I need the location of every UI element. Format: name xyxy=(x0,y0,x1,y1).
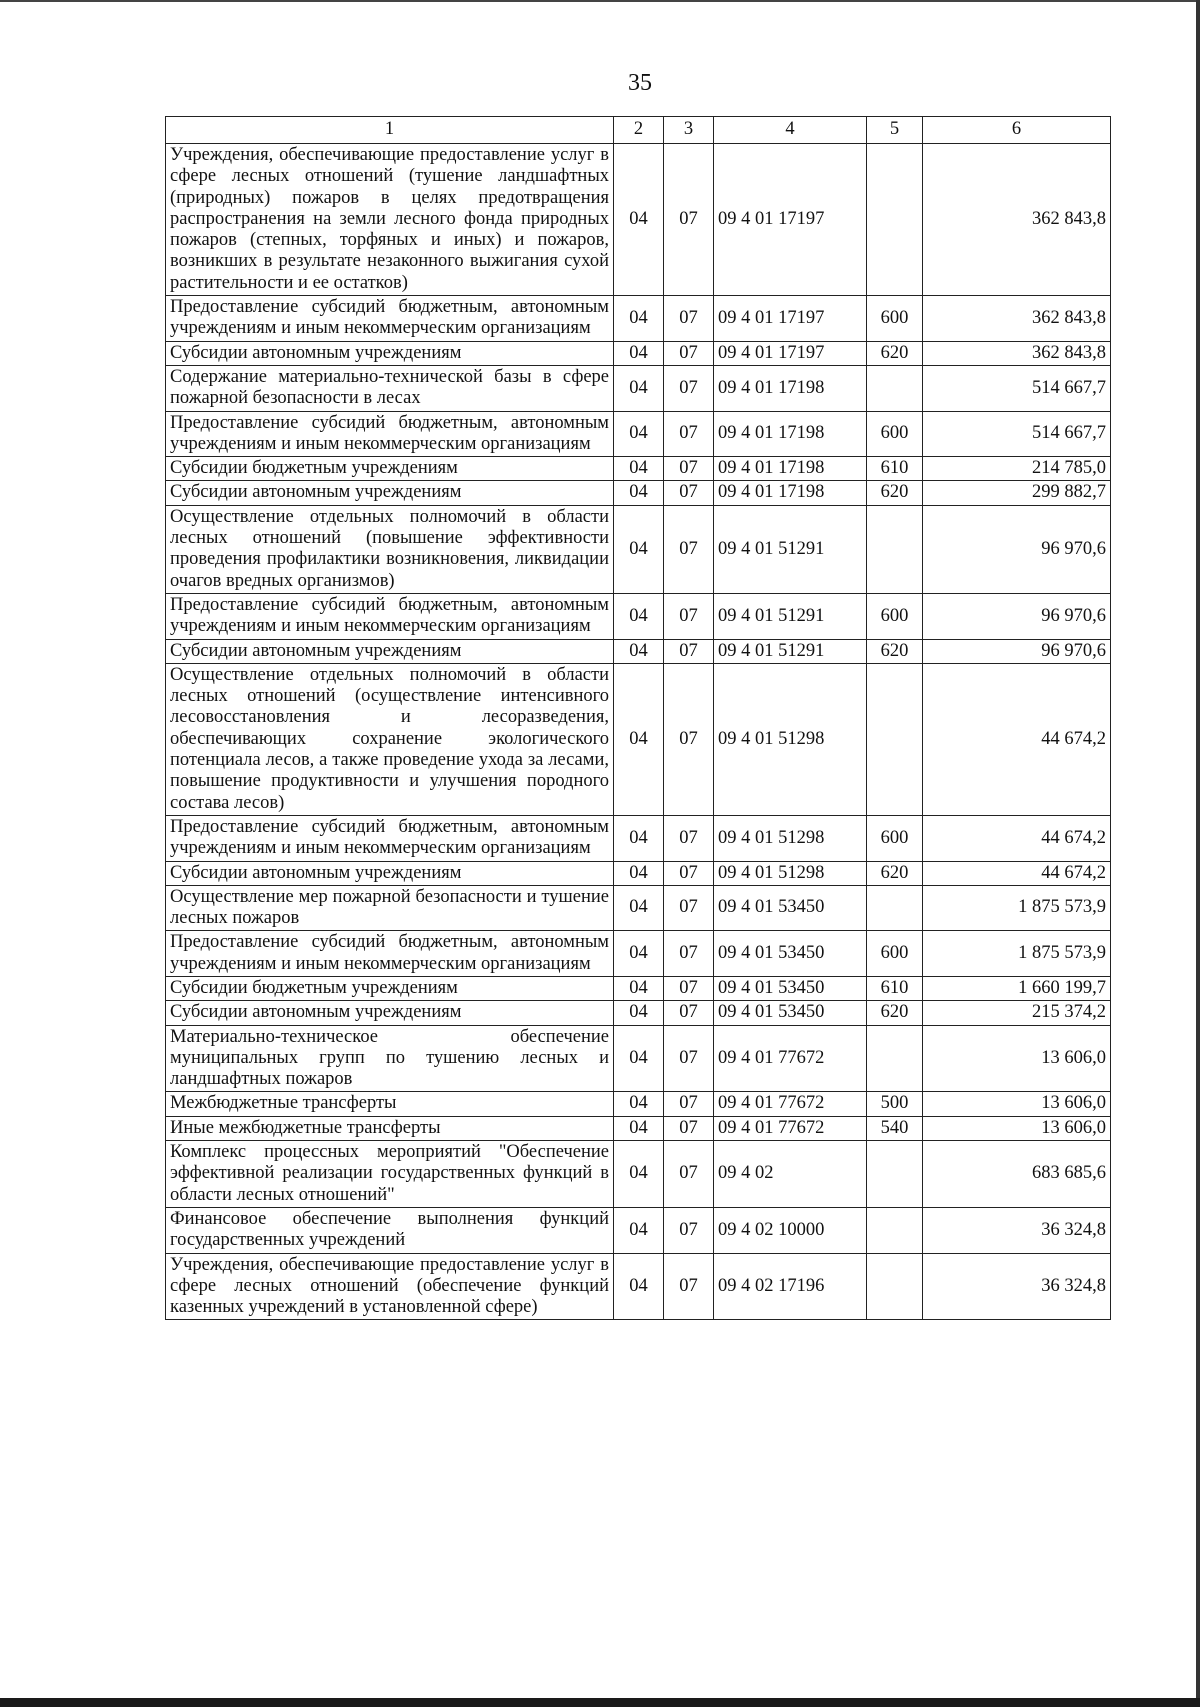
row-target-article-cell: 09 4 01 51298 xyxy=(714,815,867,861)
table-header-row xyxy=(166,117,1111,144)
row-target-article-cell: 09 4 01 53450 xyxy=(714,931,867,977)
table-row xyxy=(166,144,1111,296)
column-header: 3 xyxy=(664,117,714,144)
row-amount-cell: 362 843,8 xyxy=(923,341,1111,365)
table-row xyxy=(166,365,1111,411)
row-section-cell: 04 xyxy=(614,1025,664,1092)
row-subsection-cell: 07 xyxy=(664,1141,714,1208)
row-target-article-cell: 09 4 01 77672 xyxy=(714,1092,867,1116)
row-expense-type-cell xyxy=(867,1141,923,1208)
row-target-article-cell: 09 4 01 77672 xyxy=(714,1025,867,1092)
row-section-cell: 04 xyxy=(614,1001,664,1025)
row-name-cell: Предоставление субсидий бюджетным, автономным учреждениям и иным некоммерческим организациям xyxy=(166,296,614,342)
table-body xyxy=(166,144,1111,1320)
table-row xyxy=(166,1025,1111,1092)
row-section-cell: 04 xyxy=(614,296,664,342)
column-header: 6 xyxy=(923,117,1111,144)
row-subsection-cell: 07 xyxy=(664,481,714,505)
row-target-article-cell: 09 4 01 51298 xyxy=(714,663,867,815)
row-name-cell: Субсидии автономным учреждениям xyxy=(166,1001,614,1025)
column-header: 4 xyxy=(714,117,867,144)
row-amount-cell: 44 674,2 xyxy=(923,861,1111,885)
row-subsection-cell: 07 xyxy=(664,1092,714,1116)
table-row xyxy=(166,411,1111,457)
row-subsection-cell: 07 xyxy=(664,1001,714,1025)
row-target-article-cell: 09 4 01 51291 xyxy=(714,505,867,593)
row-amount-cell: 362 843,8 xyxy=(923,296,1111,342)
row-name-cell: Субсидии автономным учреждениям xyxy=(166,341,614,365)
row-expense-type-cell: 610 xyxy=(867,976,923,1000)
row-subsection-cell: 07 xyxy=(664,663,714,815)
row-name-cell: Субсидии бюджетным учреждениям xyxy=(166,976,614,1000)
row-name-cell: Иные межбюджетные трансферты xyxy=(166,1116,614,1140)
row-subsection-cell: 07 xyxy=(664,1025,714,1092)
row-name-cell: Субсидии автономным учреждениям xyxy=(166,861,614,885)
row-target-article-cell: 09 4 01 17198 xyxy=(714,411,867,457)
row-target-article-cell: 09 4 01 53450 xyxy=(714,976,867,1000)
row-name-cell: Предоставление субсидий бюджетным, автономным учреждениям и иным некоммерческим организациям xyxy=(166,411,614,457)
row-target-article-cell: 09 4 01 53450 xyxy=(714,885,867,931)
row-amount-cell: 36 324,8 xyxy=(923,1207,1111,1253)
row-target-article-cell: 09 4 02 xyxy=(714,1141,867,1208)
row-amount-cell: 1 660 199,7 xyxy=(923,976,1111,1000)
row-section-cell: 04 xyxy=(614,663,664,815)
row-section-cell: 04 xyxy=(614,1141,664,1208)
page-number: 35 xyxy=(628,70,652,96)
row-amount-cell: 683 685,6 xyxy=(923,1141,1111,1208)
row-section-cell: 04 xyxy=(614,1207,664,1253)
table-row xyxy=(166,1092,1111,1116)
row-subsection-cell: 07 xyxy=(664,505,714,593)
budget-table xyxy=(165,116,1111,1320)
table-row xyxy=(166,931,1111,977)
row-section-cell: 04 xyxy=(614,1116,664,1140)
row-target-article-cell: 09 4 01 51291 xyxy=(714,639,867,663)
scan-edge-top xyxy=(0,0,1200,2)
row-amount-cell: 514 667,7 xyxy=(923,411,1111,457)
row-section-cell: 04 xyxy=(614,815,664,861)
table-row xyxy=(166,481,1111,505)
row-amount-cell: 13 606,0 xyxy=(923,1025,1111,1092)
row-expense-type-cell: 600 xyxy=(867,411,923,457)
row-amount-cell: 362 843,8 xyxy=(923,144,1111,296)
row-subsection-cell: 07 xyxy=(664,411,714,457)
table-row xyxy=(166,593,1111,639)
row-section-cell: 04 xyxy=(614,457,664,481)
table-row xyxy=(166,341,1111,365)
row-name-cell: Субсидии автономным учреждениям xyxy=(166,639,614,663)
row-section-cell: 04 xyxy=(614,976,664,1000)
row-name-cell: Предоставление субсидий бюджетным, автономным учреждениям и иным некоммерческим организациям xyxy=(166,815,614,861)
row-expense-type-cell: 610 xyxy=(867,457,923,481)
row-expense-type-cell: 600 xyxy=(867,931,923,977)
row-section-cell: 04 xyxy=(614,365,664,411)
row-name-cell: Осуществление мер пожарной безопасности и тушение лесных пожаров xyxy=(166,885,614,931)
row-subsection-cell: 07 xyxy=(664,1253,714,1320)
row-expense-type-cell xyxy=(867,1207,923,1253)
row-amount-cell: 96 970,6 xyxy=(923,639,1111,663)
row-subsection-cell: 07 xyxy=(664,593,714,639)
row-amount-cell: 1 875 573,9 xyxy=(923,885,1111,931)
row-subsection-cell: 07 xyxy=(664,931,714,977)
row-name-cell: Содержание материально-технической базы в сфере пожарной безопасности в лесах xyxy=(166,365,614,411)
row-section-cell: 04 xyxy=(614,505,664,593)
row-amount-cell: 299 882,7 xyxy=(923,481,1111,505)
row-subsection-cell: 07 xyxy=(664,861,714,885)
row-section-cell: 04 xyxy=(614,885,664,931)
scan-edge-bottom xyxy=(0,1698,1200,1707)
row-expense-type-cell: 620 xyxy=(867,639,923,663)
row-amount-cell: 214 785,0 xyxy=(923,457,1111,481)
scan-edge-right xyxy=(1196,0,1200,1707)
table-row xyxy=(166,457,1111,481)
row-amount-cell: 514 667,7 xyxy=(923,365,1111,411)
row-expense-type-cell: 600 xyxy=(867,296,923,342)
column-header: 5 xyxy=(867,117,923,144)
row-amount-cell: 36 324,8 xyxy=(923,1253,1111,1320)
row-section-cell: 04 xyxy=(614,931,664,977)
row-subsection-cell: 07 xyxy=(664,976,714,1000)
row-expense-type-cell: 540 xyxy=(867,1116,923,1140)
row-expense-type-cell: 620 xyxy=(867,341,923,365)
row-expense-type-cell: 620 xyxy=(867,1001,923,1025)
row-target-article-cell: 09 4 01 53450 xyxy=(714,1001,867,1025)
table-row xyxy=(166,1001,1111,1025)
row-section-cell: 04 xyxy=(614,411,664,457)
row-subsection-cell: 07 xyxy=(664,1207,714,1253)
row-name-cell: Учреждения, обеспечивающие предоставление услуг в сфере лесных отношений (тушение ландшафтных (природных) пожаров в целях предотвращения распространения на земли лесного фонда природных пожаров (степных, торфяных и иных) и пожаров, возникших в результате незаконного выжигания сухой растительности и ее остатков) xyxy=(166,144,614,296)
row-target-article-cell: 09 4 01 51298 xyxy=(714,861,867,885)
row-name-cell: Осуществление отдельных полномочий в области лесных отношений (осуществление интенсивного лесовосстановления и лесоразведения, обеспечивающих сохранение экологического потенциала лесов, а также проведение ухода за лесами, повышение продуктивности и улучшения породного состава лесов) xyxy=(166,663,614,815)
row-amount-cell: 1 875 573,9 xyxy=(923,931,1111,977)
row-name-cell: Субсидии бюджетным учреждениям xyxy=(166,457,614,481)
row-name-cell: Финансовое обеспечение выполнения функций государственных учреждений xyxy=(166,1207,614,1253)
row-section-cell: 04 xyxy=(614,639,664,663)
row-expense-type-cell: 600 xyxy=(867,815,923,861)
row-expense-type-cell: 600 xyxy=(867,593,923,639)
row-expense-type-cell: 500 xyxy=(867,1092,923,1116)
row-amount-cell: 13 606,0 xyxy=(923,1116,1111,1140)
table-row xyxy=(166,296,1111,342)
row-subsection-cell: 07 xyxy=(664,885,714,931)
row-amount-cell: 96 970,6 xyxy=(923,505,1111,593)
row-expense-type-cell xyxy=(867,663,923,815)
row-target-article-cell: 09 4 01 17198 xyxy=(714,457,867,481)
column-header: 1 xyxy=(166,117,614,144)
row-target-article-cell: 09 4 02 10000 xyxy=(714,1207,867,1253)
row-name-cell: Учреждения, обеспечивающие предоставление услуг в сфере лесных отношений (обеспечение функций казенных учреждений в установленной сфере) xyxy=(166,1253,614,1320)
row-subsection-cell: 07 xyxy=(664,341,714,365)
table-row xyxy=(166,861,1111,885)
row-name-cell: Предоставление субсидий бюджетным, автономным учреждениям и иным некоммерческим организациям xyxy=(166,593,614,639)
row-target-article-cell: 09 4 01 77672 xyxy=(714,1116,867,1140)
column-header: 2 xyxy=(614,117,664,144)
row-target-article-cell: 09 4 01 17197 xyxy=(714,296,867,342)
row-name-cell: Материально-техническое обеспечение муниципальных групп по тушению лесных и ландшафтных пожаров xyxy=(166,1025,614,1092)
row-section-cell: 04 xyxy=(614,1092,664,1116)
row-target-article-cell: 09 4 02 17196 xyxy=(714,1253,867,1320)
row-expense-type-cell xyxy=(867,1253,923,1320)
row-target-article-cell: 09 4 01 17198 xyxy=(714,481,867,505)
row-expense-type-cell xyxy=(867,885,923,931)
row-subsection-cell: 07 xyxy=(664,144,714,296)
row-section-cell: 04 xyxy=(614,861,664,885)
row-section-cell: 04 xyxy=(614,481,664,505)
row-expense-type-cell xyxy=(867,505,923,593)
row-expense-type-cell xyxy=(867,144,923,296)
row-name-cell: Предоставление субсидий бюджетным, автономным учреждениям и иным некоммерческим организациям xyxy=(166,931,614,977)
row-expense-type-cell: 620 xyxy=(867,861,923,885)
row-subsection-cell: 07 xyxy=(664,457,714,481)
row-target-article-cell: 09 4 01 51291 xyxy=(714,593,867,639)
row-target-article-cell: 09 4 01 17197 xyxy=(714,144,867,296)
table-row xyxy=(166,976,1111,1000)
row-name-cell: Осуществление отдельных полномочий в области лесных отношений (повышение эффективности проведения профилактики возникновения, ликвидации очагов вредных организмов) xyxy=(166,505,614,593)
table-row xyxy=(166,815,1111,861)
row-section-cell: 04 xyxy=(614,1253,664,1320)
row-subsection-cell: 07 xyxy=(664,639,714,663)
table-row xyxy=(166,885,1111,931)
table-row xyxy=(166,1116,1111,1140)
row-name-cell: Межбюджетные трансферты xyxy=(166,1092,614,1116)
table-row xyxy=(166,1207,1111,1253)
row-amount-cell: 96 970,6 xyxy=(923,593,1111,639)
row-subsection-cell: 07 xyxy=(664,815,714,861)
row-amount-cell: 215 374,2 xyxy=(923,1001,1111,1025)
row-subsection-cell: 07 xyxy=(664,1116,714,1140)
row-amount-cell: 13 606,0 xyxy=(923,1092,1111,1116)
table-row xyxy=(166,505,1111,593)
table-row xyxy=(166,663,1111,815)
table-row xyxy=(166,1141,1111,1208)
table-row xyxy=(166,639,1111,663)
row-section-cell: 04 xyxy=(614,144,664,296)
table-row xyxy=(166,1253,1111,1320)
row-name-cell: Комплекс процессных мероприятий "Обеспечение эффективной реализации государственных функций в области лесных отношений" xyxy=(166,1141,614,1208)
row-expense-type-cell xyxy=(867,1025,923,1092)
row-amount-cell: 44 674,2 xyxy=(923,815,1111,861)
row-section-cell: 04 xyxy=(614,341,664,365)
row-name-cell: Субсидии автономным учреждениям xyxy=(166,481,614,505)
row-amount-cell: 44 674,2 xyxy=(923,663,1111,815)
row-target-article-cell: 09 4 01 17198 xyxy=(714,365,867,411)
row-subsection-cell: 07 xyxy=(664,296,714,342)
row-section-cell: 04 xyxy=(614,593,664,639)
row-target-article-cell: 09 4 01 17197 xyxy=(714,341,867,365)
row-expense-type-cell xyxy=(867,365,923,411)
row-expense-type-cell: 620 xyxy=(867,481,923,505)
row-subsection-cell: 07 xyxy=(664,365,714,411)
